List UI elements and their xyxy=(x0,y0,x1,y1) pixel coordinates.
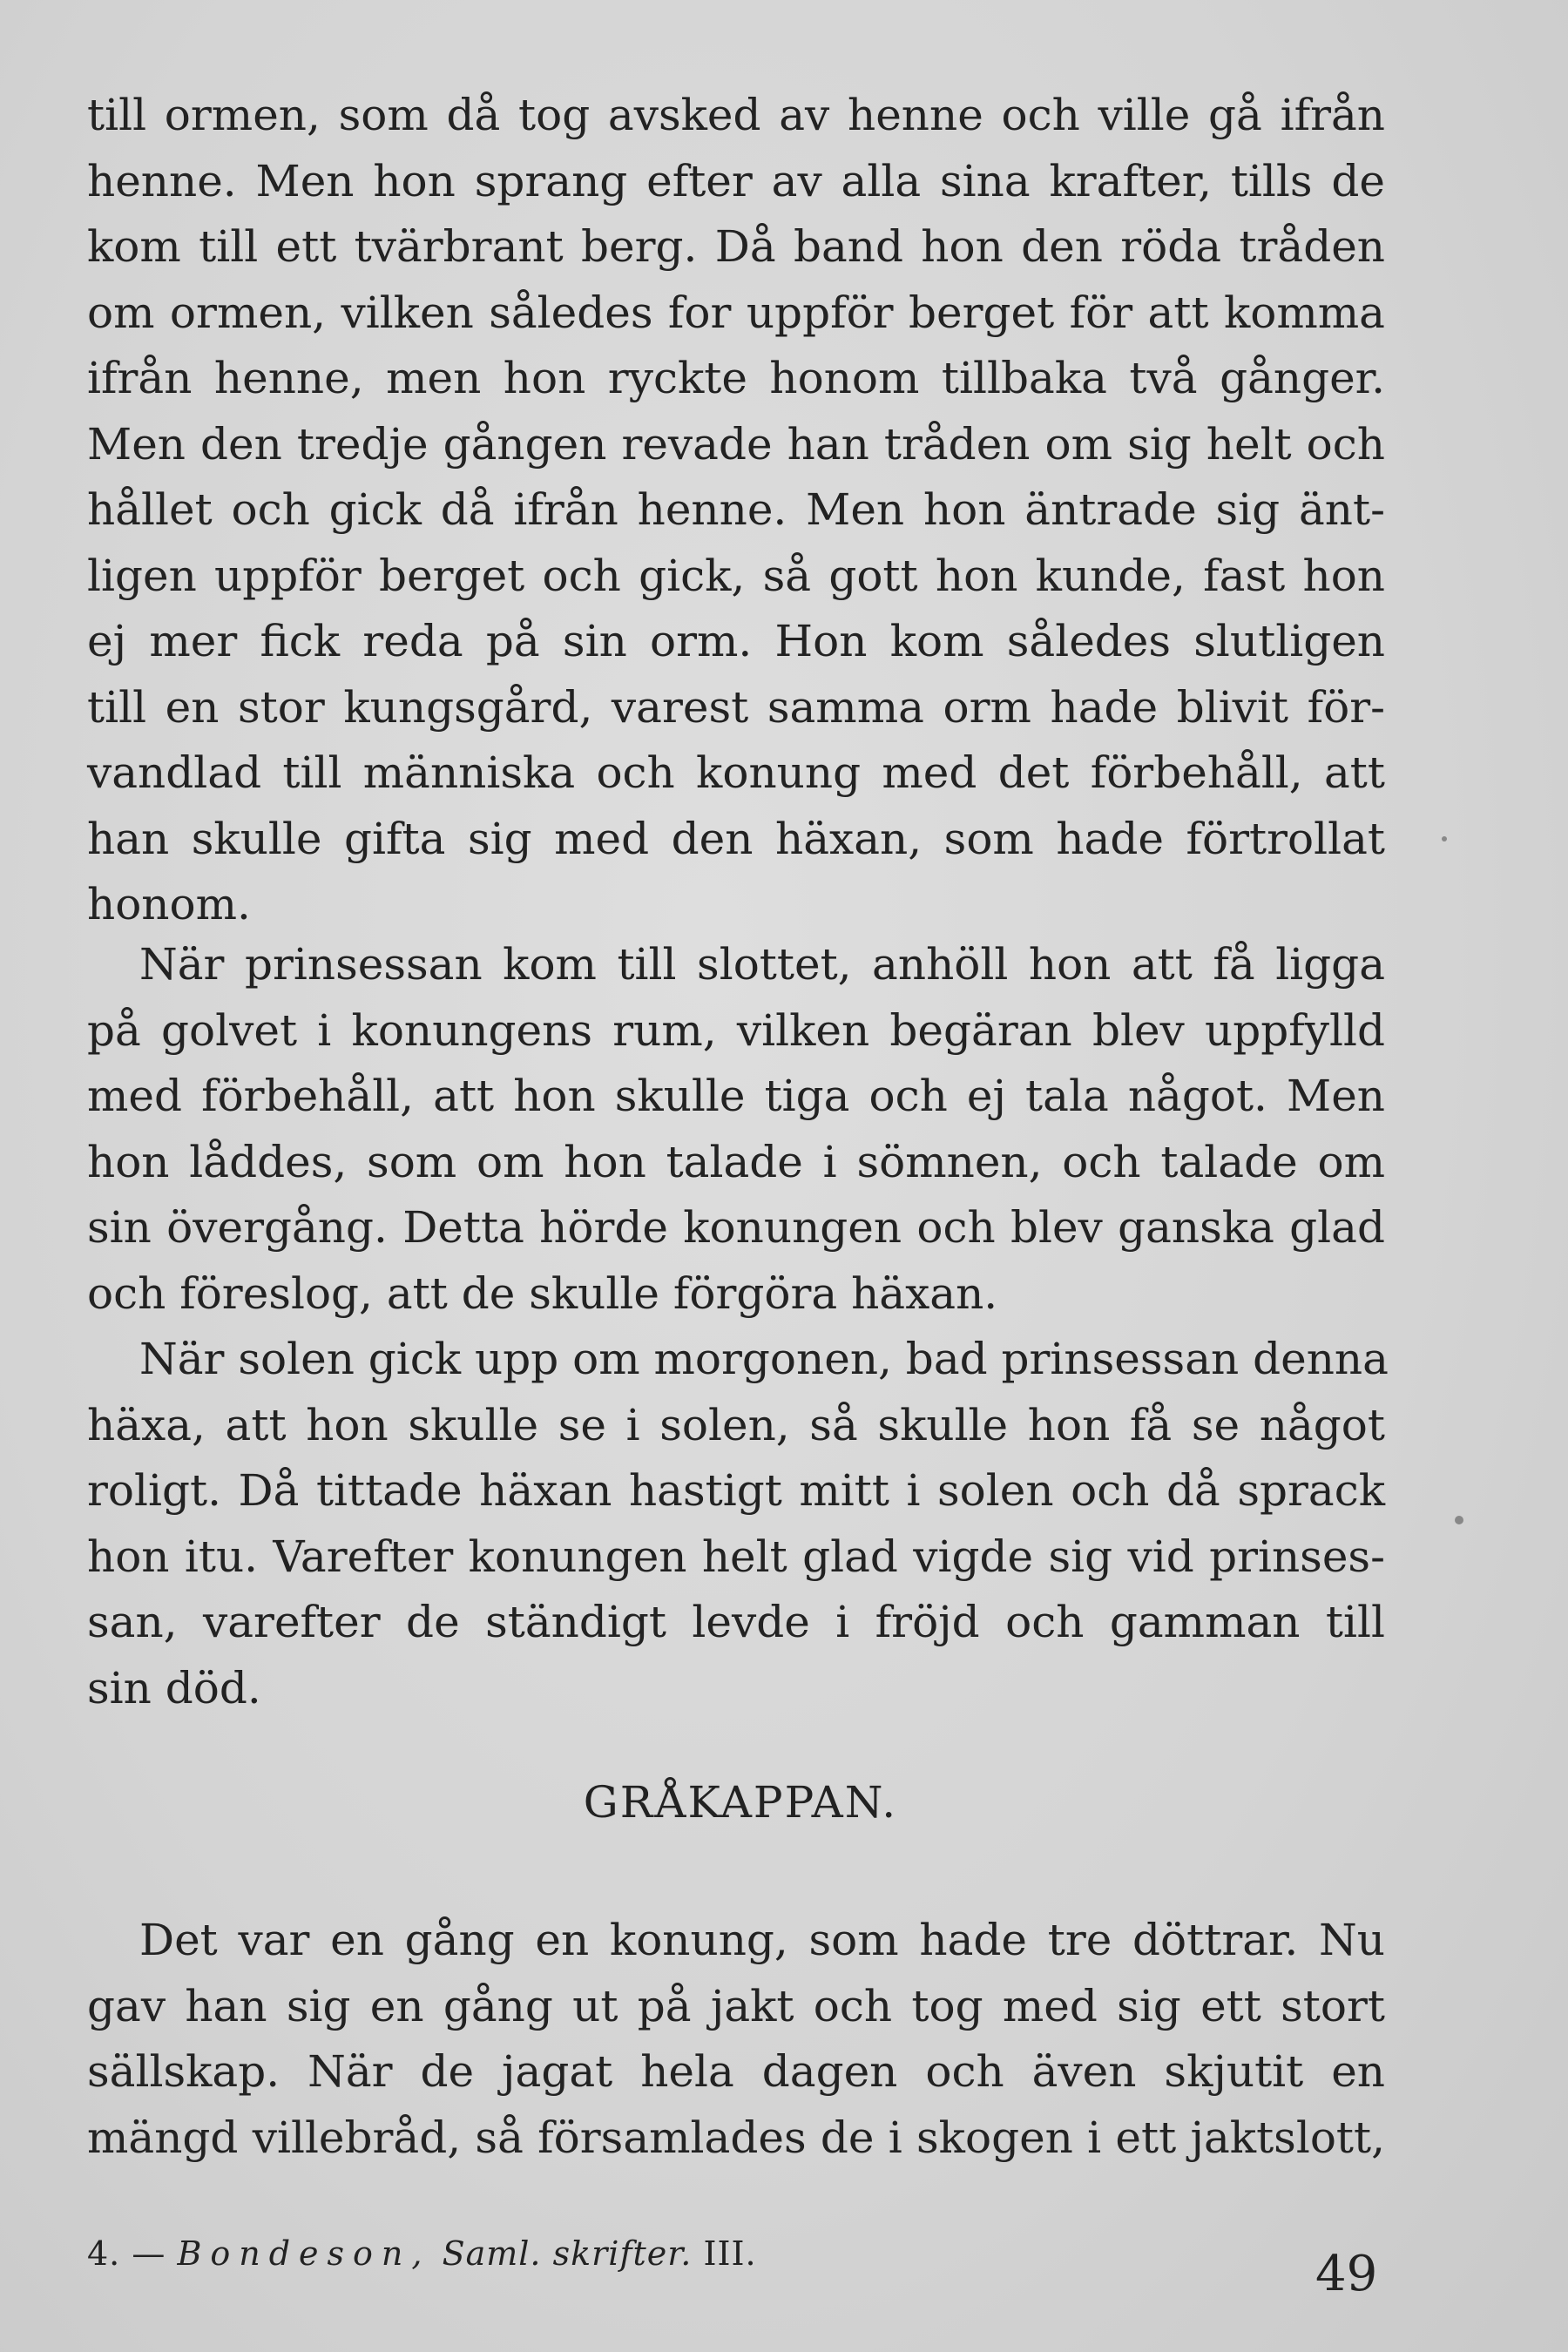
text-line: och föreslog, att de skulle förgöra häxan. xyxy=(87,1267,998,1319)
paper-speck xyxy=(1455,1516,1463,1524)
paragraph-1 xyxy=(87,83,1385,938)
text-line: gav han sig en gång ut på jakt och tog med sig ett stort xyxy=(87,1980,1385,2031)
text-line: om ormen, vilken således for uppför berget för att komma xyxy=(87,287,1385,338)
paragraph-2 xyxy=(87,932,1385,1327)
text-line: kom till ett tvärbrant berg. Då band hon den röda tråden xyxy=(87,221,1385,272)
text-line: med förbehåll, att hon skulle tiga och ej tala något. Men xyxy=(87,1071,1385,1121)
text-line: honom. xyxy=(87,879,251,929)
text-line: vandlad till människa och konung med det förbehåll, att xyxy=(87,747,1385,798)
text-line: till ormen, som då tog avsked av henne och ville gå ifrån xyxy=(87,90,1385,140)
text-line: hållet och gick då ifrån henne. Men hon äntrade sig änt- xyxy=(87,484,1385,535)
text-line: sin död. xyxy=(87,1662,261,1713)
text-line: roligt. Då tittade häxan hastigt mitt i solen och då sprack xyxy=(87,1465,1385,1516)
text-line: sin övergång. Detta hörde konungen och blev ganska glad xyxy=(87,1202,1385,1253)
text-line: på golvet i konungens rum, vilken begäran blev uppfylld xyxy=(87,1004,1385,1056)
text-line: ifrån henne, men hon ryckte honom tillbaka två gånger. xyxy=(87,353,1385,403)
signature-title: Saml. skrifter. xyxy=(442,2234,693,2273)
paragraph-3 xyxy=(87,1327,1389,1721)
text-line: Det var en gång en konung, som hade tre döttrar. Nu xyxy=(139,1915,1385,1965)
text-line: han skulle gifta sig med den häxan, som hade förtrollat xyxy=(87,813,1385,864)
signature-mark xyxy=(87,2234,757,2273)
text-line: häxa, att hon skulle se i solen, så skulle hon få se något xyxy=(87,1399,1385,1450)
paragraph-4 xyxy=(87,1908,1385,2171)
text-line: sällskap. När de jagat hela dagen och även skjutit en xyxy=(87,2046,1385,2097)
text-line: henne. Men hon sprang efter av alla sina krafter, tills de xyxy=(87,155,1385,206)
text-line: När solen gick upp om morgonen, bad prinsessan denna xyxy=(139,1334,1389,1384)
signature-volume: III. xyxy=(703,2234,757,2273)
paper-speck xyxy=(1442,836,1447,841)
section-heading: GRÅKAPPAN. xyxy=(583,1777,898,1828)
text-line: hon itu. Varefter konungen helt glad vigde sig vid prinses- xyxy=(87,1531,1385,1582)
text-line: mängd villebråd, så församlades de i skogen i ett jaktslott, xyxy=(87,2112,1385,2163)
text-line: Men den tredje gången revade han tråden om sig helt och xyxy=(87,418,1385,470)
text-line: ej mer fick reda på sin orm. Hon kom således slutligen xyxy=(87,616,1385,666)
signature-prefix: 4. — xyxy=(87,2234,166,2273)
signature-author: Bondeson, xyxy=(177,2234,431,2273)
text-line: ligen uppför berget och gick, så gott hon kunde, fast hon xyxy=(87,550,1385,601)
text-line: san, varefter de ständigt levde i fröjd och gamman till xyxy=(87,1597,1385,1647)
text-line: hon låddes, som om hon talade i sömnen, och talade om xyxy=(87,1136,1385,1187)
page-number: 49 xyxy=(1315,2246,1378,2302)
text-line: När prinsessan kom till slottet, anhöll hon att få ligga xyxy=(139,939,1385,990)
text-line: till en stor kungsgård, varest samma orm hade blivit för- xyxy=(87,681,1385,733)
